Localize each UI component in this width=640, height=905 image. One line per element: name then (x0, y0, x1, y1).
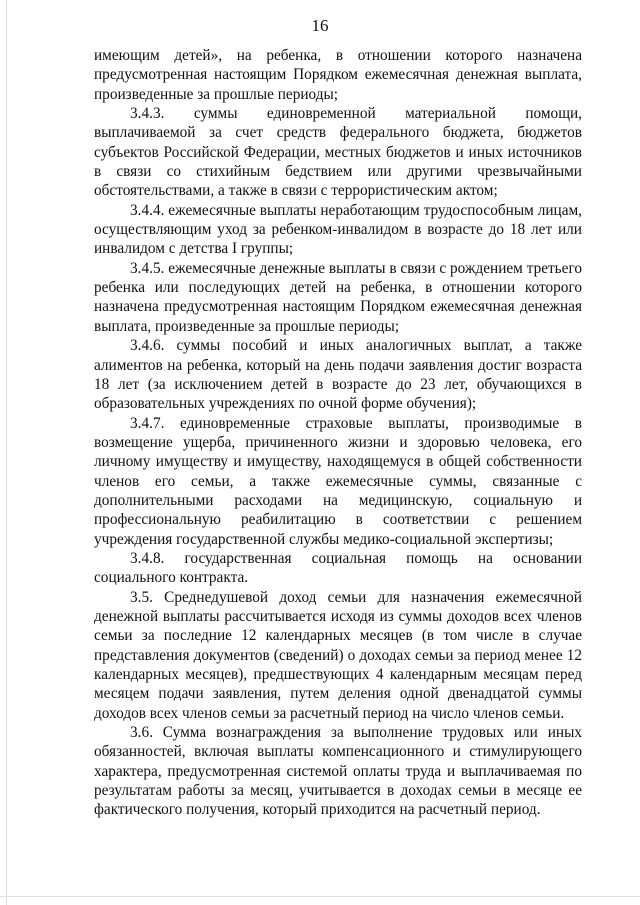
scan-edge-bottom (0, 896, 640, 897)
paragraph-3-4-8: 3.4.8. государственная социальная помощь на основании социального контракта. (94, 549, 582, 587)
paragraph-3-4-6: 3.4.6. суммы пособий и иных аналогичных выплат, а также алиментов на ребенка, который на день подачи заявления достиг возраста 18 лет (за исключением детей в возрасте до 23 лет, обучающихся в образовательных учреждениях по очной форме обучения); (94, 337, 582, 413)
paragraph-continuation: имеющим детей», на ребенка, в отношении которого назначена предусмотренная настоящим Порядком ежемесячная денежная выплата, произведенные за прошлые периоды; (94, 47, 582, 103)
paragraph-3-4-4: 3.4.4. ежемесячные выплаты неработающим трудоспособным лицам, осуществляющим уход за ребенком-инвалидом в возрасте до 18 лет или инвалидом с детства I группы; (94, 201, 582, 258)
page-number: 16 (311, 16, 329, 35)
paragraph-3-4-7: 3.4.7. единовременные страховые выплаты, производимые в возмещение ущерба, причиненного жизни и здоровью человека, его личному имуществу и имуществу, находящемуся в общей собственности членов его семьи, а также ежемесячные суммы, связанные с дополнительными расходами на медицинскую, социальную и профессиональную реабилитацию в соответствии с решением учреждения государственной службы медико-социальной экспертизы; (94, 414, 582, 548)
document-body (94, 46, 582, 820)
paragraph-3-5: 3.5. Среднедушевой доход семьи для назначения ежемесячной денежной выплаты рассчитывается исходя из суммы доходов всех членов семьи за последние 12 календарных месяцев (в том числе в случае представления документов (сведений) о доходах семьи за период менее 12 календарных месяцев), предшествующих 4 календарным месяцам перед месяцем подачи заявления, путем деления одной двенадцатой суммы доходов всех членов семьи за расчетный период на число членов семьи. (94, 588, 582, 722)
paragraph-3-6: 3.6. Сумма вознаграждения за выполнение трудовых или иных обязанностей, включая выплаты компенсационного и стимулирующего характера, предусмотренная системой оплаты труда и выплачиваемая по результатам работы за месяц, учитывается в доходах семьи в месяце ее фактического получения, который приходится на расчетный период. (94, 724, 582, 819)
paragraph-3-4-3: 3.4.3. суммы единовременной материальной помощи, выплачиваемой за счет средств федерального бюджета, бюджетов субъектов Российской Федерации, местных бюджетов и иных источников в связи со стихийным бедствием или другими чрезвычайными обстоятельствами, а также в связи с террористическим актом; (94, 105, 582, 200)
paragraph-3-4-5: 3.4.5. ежемесячные денежные выплаты в связи с рождением третьего ребенка или последующих детей на ребенка, в отношении которого назначена предусмотренная настоящим Порядком ежемесячная денежная выплата, произведенные за прошлые периоды; (94, 259, 582, 335)
scan-edge-left (6, 0, 7, 905)
